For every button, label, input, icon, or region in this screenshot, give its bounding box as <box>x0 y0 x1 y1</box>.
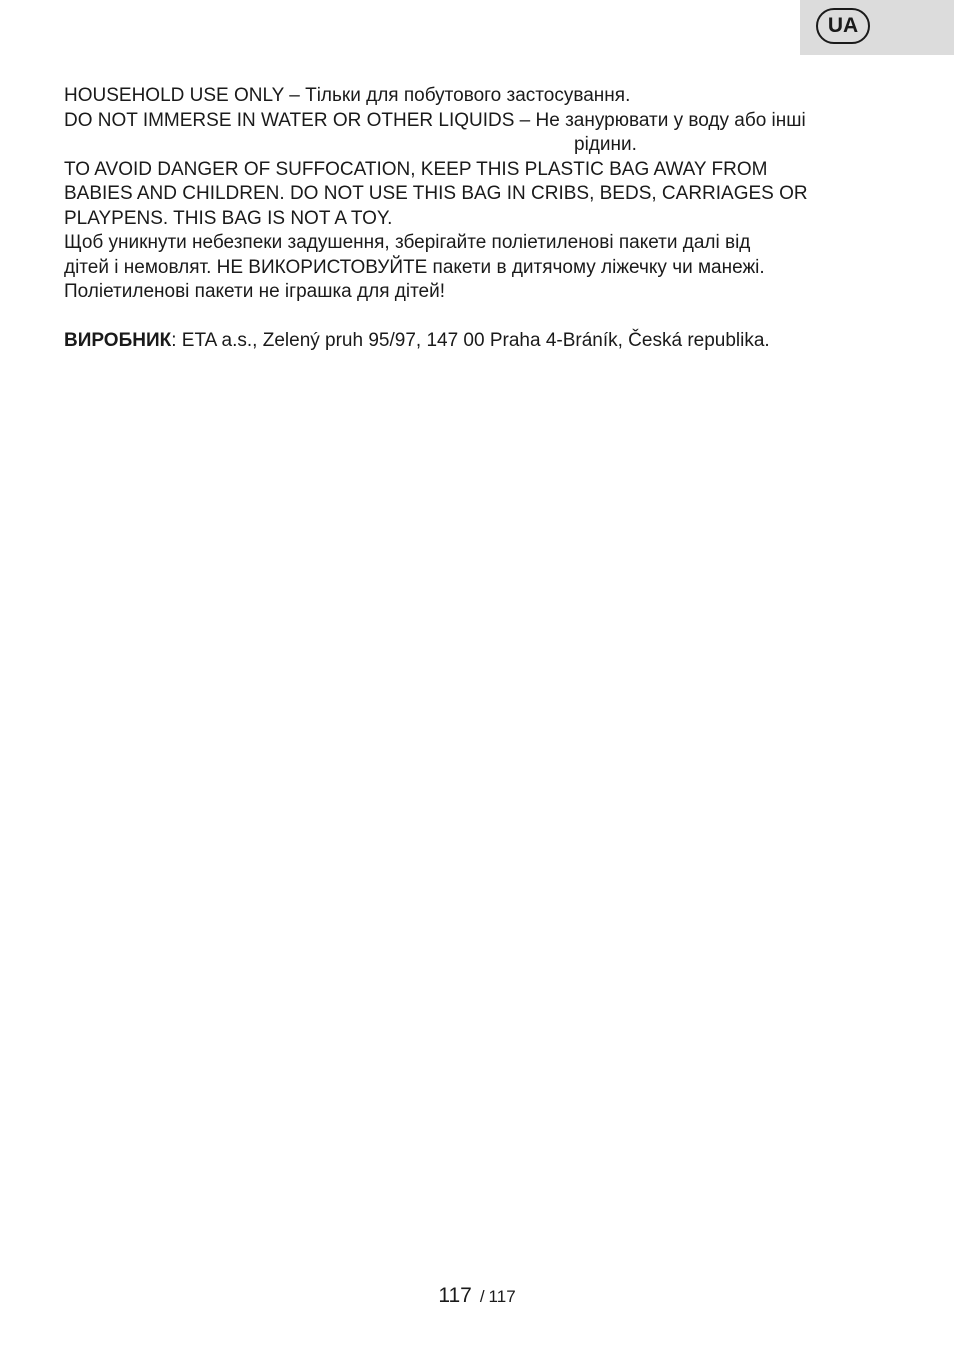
suffocation-warning-line-1: TO AVOID DANGER OF SUFFOCATION, KEEP THIS PLASTIC BAG AWAY FROM <box>64 158 768 180</box>
page-total: 117 <box>488 1287 516 1306</box>
suffocation-warning-ua-line-3: Поліетиленові пакети не іграшка для дітей! <box>64 281 446 302</box>
suffocation-warning-ua-line-1: Щоб уникнути небезпеки задушення, зберігайте поліетиленові пакети далі від <box>64 232 751 253</box>
manufacturer-label: ВИРОБНИК <box>64 330 172 351</box>
language-badge: UA <box>816 8 870 44</box>
suffocation-warning-ua-line-2: дітей і немовлят. НЕ ВИКОРИСТОВУЙТЕ пакети в дитячому ліжечку чи манежі. <box>64 256 765 278</box>
language-tab <box>800 0 954 55</box>
paragraph-gap <box>64 305 884 330</box>
suffocation-warning-line-3: PLAYPENS. THIS BAG IS NOT A TOY. <box>64 207 393 229</box>
page-number <box>0 1284 954 1308</box>
do-not-immerse-continuation: рідини. <box>574 134 637 155</box>
manufacturer-address: : ETA a.s., Zelený pruh 95/97, 147 00 Praha 4-Bráník, Česká republika. <box>171 330 770 351</box>
do-not-immerse-line: DO NOT IMMERSE IN WATER OR OTHER LIQUIDS – Не занурювати у воду або інші <box>64 109 806 131</box>
household-use-line: HOUSEHOLD USE ONLY – Тільки для побутового застосування. <box>64 85 631 106</box>
manufacturer-line <box>64 329 884 354</box>
suffocation-warning-line-2: BABIES AND CHILDREN. DO NOT USE THIS BAG IN CRIBS, BEDS, CARRIAGES OR <box>64 183 808 204</box>
page-current: 117 <box>438 1284 472 1307</box>
page-separator: / <box>479 1287 485 1306</box>
page-content <box>64 84 884 354</box>
